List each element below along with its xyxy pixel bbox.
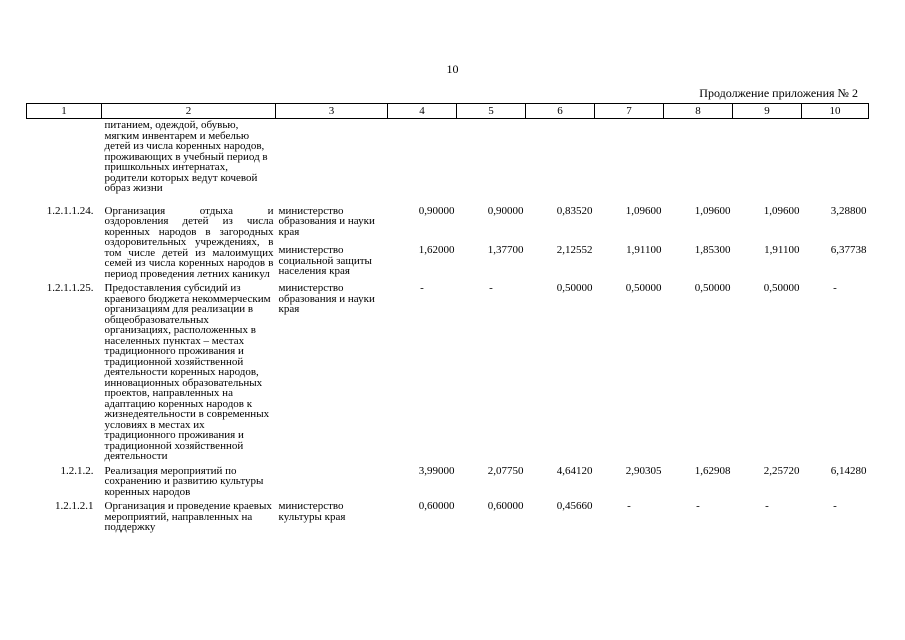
continuation-title: Продолжение приложения № 2 — [699, 86, 858, 100]
row-value: - — [420, 282, 424, 294]
row-description: Организация отдыха и оздоровления детей из числа коренных народов в загородных оздоровительных учреждениях, в том числе детей из малоимущих семей из числа коренных народов в период проведения летних каникул — [104, 204, 274, 280]
row-executor — [276, 466, 388, 498]
col-header-1: 1 — [27, 104, 102, 119]
row-value: 6,14280 — [830, 464, 867, 477]
row-value: 0,50000 — [763, 282, 800, 294]
col-header-8: 8 — [664, 104, 733, 119]
row-value: 1,09600 — [694, 204, 731, 217]
row-value: 0,50000 — [556, 282, 593, 294]
col-header-4: 4 — [388, 104, 457, 119]
row-code: 1.2.1.2. — [60, 464, 94, 477]
row-description: Реализация мероприятий по сохранению и развитию культуры коренных народов — [104, 464, 264, 498]
table-row — [27, 283, 869, 462]
row-value: 1,91100 — [764, 244, 800, 257]
row-value: - — [627, 500, 631, 512]
row-value: - — [489, 282, 493, 294]
row-value: 1,91100 — [626, 244, 662, 257]
row-value: 4,64120 — [556, 464, 593, 477]
row-value: 0,90000 — [418, 204, 455, 217]
row-value: 2,90305 — [625, 464, 662, 477]
row-value: 2,07750 — [487, 464, 524, 477]
col-header-2: 2 — [102, 104, 276, 119]
row-value: 0,60000 — [487, 500, 524, 512]
row-value: 3,28800 — [830, 204, 867, 217]
row-code — [27, 119, 102, 194]
row-value: 1,37700 — [487, 244, 524, 257]
row-value: 2,12552 — [556, 244, 593, 257]
row-value: 0,90000 — [487, 204, 524, 217]
row-value: - — [696, 500, 700, 512]
row-value: 0,45660 — [556, 500, 593, 512]
row-value: 6,37738 — [830, 244, 867, 257]
row-value: 3,99000 — [418, 464, 455, 477]
table-row — [27, 119, 869, 194]
row-description: Предоставления субсидий из краевого бюджета некоммерческим организациям для реализации в общеобразовательных организациях, расположенных в населенных пунктах – местах традиционного проживания и традиционной хозяйственной деятельности коренных народов, инновационных образовательных проектов, направленных на адаптацию коренных народов к жизнедеятельности в современных условиях в местах их традиционного проживания и традиционной хозяйственной деятельности — [104, 282, 271, 462]
col-header-10: 10 — [802, 104, 869, 119]
col-header-6: 6 — [526, 104, 595, 119]
col-header-5: 5 — [457, 104, 526, 119]
row-value: - — [765, 500, 769, 512]
col-header-3: 3 — [276, 104, 388, 119]
page-number: 10 — [446, 62, 459, 76]
col-header-9: 9 — [733, 104, 802, 119]
row-value: 0,50000 — [625, 282, 662, 294]
row-executor: министерство культуры края — [278, 500, 346, 523]
row-executor: министерство образования и науки края — [278, 204, 375, 238]
row-code: 1.2.1.1.25. — [46, 282, 94, 294]
row-description: Организация и проведение краевых мероприятий, направленных на поддержку — [104, 500, 272, 533]
row-executor: министерство социальной защиты населения края — [278, 244, 372, 278]
appendix-table — [26, 103, 869, 533]
row-description: питанием, одеждой, обувью, мягким инвентарем и мебелью детей из числа коренных народов, проживающих в учебный период в пришкольных интернатах, родители которых ведут кочевой образ жизни — [104, 119, 268, 194]
table-row — [27, 466, 869, 498]
row-value: 1,62908 — [694, 464, 731, 477]
row-value: 1,62000 — [418, 244, 455, 257]
header-row — [27, 104, 869, 119]
row-code: 1.2.1.1.24. — [46, 204, 94, 217]
col-header-7: 7 — [595, 104, 664, 119]
row-value: 1,85300 — [694, 244, 731, 257]
row-value: 0,83520 — [556, 204, 593, 217]
row-value: - — [833, 282, 837, 294]
table-row — [27, 206, 869, 240]
row-executor: министерство образования и науки края — [278, 282, 375, 315]
row-value: 1,09600 — [625, 204, 662, 217]
row-value: - — [833, 500, 837, 512]
table-row — [27, 501, 869, 533]
row-value: 0,60000 — [418, 500, 455, 512]
row-value: 0,50000 — [694, 282, 731, 294]
row-code: 1.2.1.2.1 — [55, 500, 94, 512]
row-value: 1,09600 — [763, 204, 800, 217]
row-value: 2,25720 — [763, 464, 800, 477]
